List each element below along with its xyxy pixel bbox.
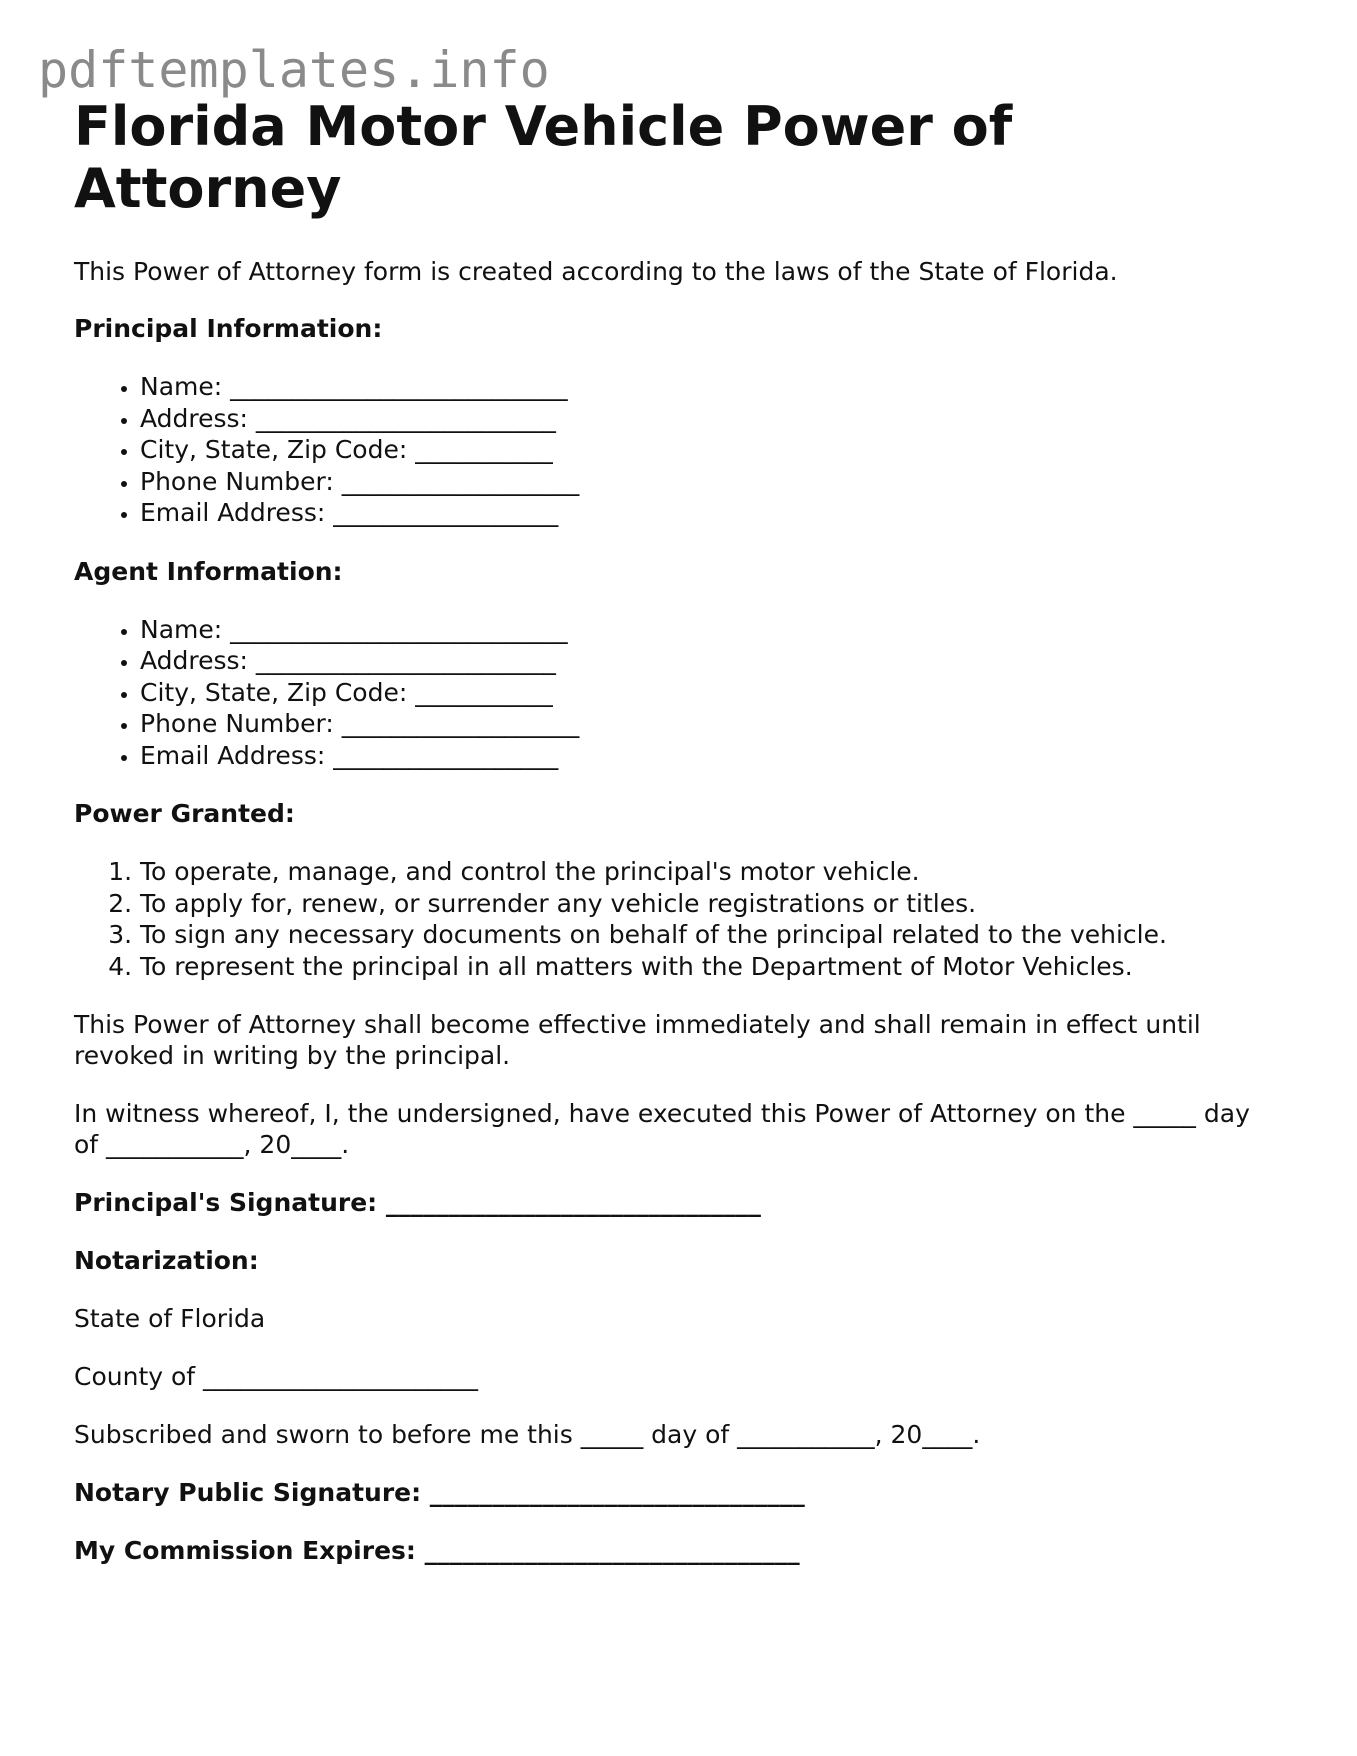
power-item: 3. To sign any necessary documents on behalf of the principal related to the vehicle. (140, 919, 1274, 951)
watermark: pdftemplates.info (38, 41, 550, 99)
power-item: 2. To apply for, renew, or surrender any vehicle registrations or titles. (140, 888, 1274, 920)
powers-heading: Power Granted: (74, 799, 295, 828)
power-item: 4. To represent the principal in all matters with the Department of Motor Vehicles. (140, 951, 1274, 983)
notary-state: State of Florida (74, 1304, 266, 1333)
agent-fields-list (74, 614, 1274, 772)
principal-signature-line: Principal's Signature: ______________________________ (74, 1188, 761, 1217)
powers-list (74, 856, 1274, 982)
principal-city-field: • City, State, Zip Code: ___________ (140, 434, 1274, 466)
witness-paragraph: In witness whereof, I, the undersigned, have executed this Power of Attorney on the _____ day of ___________, 20____. (74, 1099, 1250, 1159)
agent-city-field: • City, State, Zip Code: ___________ (140, 677, 1274, 709)
intro-paragraph: This Power of Attorney form is created according to the laws of the State of Florida. (74, 257, 1118, 286)
principal-heading: Principal Information: (74, 314, 383, 343)
effective-paragraph: This Power of Attorney shall become effective immediately and shall remain in effect until revoked in writing by the principal. (74, 1010, 1201, 1070)
principal-address-field: • Address: ________________________ (140, 403, 1274, 435)
page-title: Florida Motor Vehicle Power of Attorney (74, 95, 1013, 220)
agent-address-field: • Address: ________________________ (140, 645, 1274, 677)
document-body (74, 96, 1274, 1566)
principal-name-field: • Name: ___________________________ (140, 371, 1274, 403)
agent-heading: Agent Information: (74, 556, 343, 586)
notary-subscribed-line: Subscribed and sworn to before me this _____ day of ___________, 20____. (74, 1420, 981, 1449)
commission-expires-line: My Commission Expires: ______________________________ (74, 1536, 800, 1565)
notary-county-line: County of ______________________ (74, 1362, 479, 1391)
agent-name-field: • Name: ___________________________ (140, 614, 1274, 646)
agent-email-field: • Email Address: __________________ (140, 740, 1274, 772)
principal-email-field: • Email Address: __________________ (140, 497, 1274, 529)
principal-phone-field: • Phone Number: ___________________ (140, 466, 1274, 498)
power-item: 1. To operate, manage, and control the principal's motor vehicle. (140, 856, 1274, 888)
principal-fields-list (74, 371, 1274, 529)
notarization-heading: Notarization: (74, 1246, 259, 1275)
agent-phone-field: • Phone Number: ___________________ (140, 708, 1274, 740)
notary-signature-line: Notary Public Signature: ______________________________ (74, 1478, 805, 1507)
